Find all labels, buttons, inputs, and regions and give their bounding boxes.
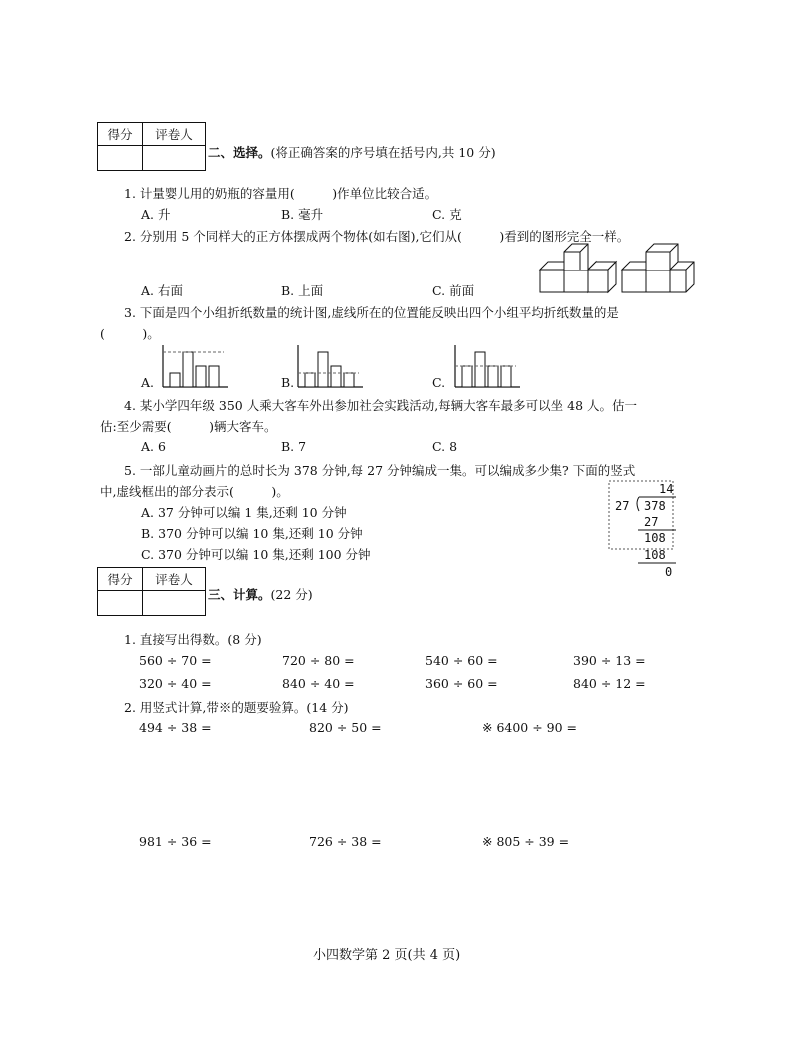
chart-b-bar-4: [344, 373, 354, 387]
section2-heading: [208, 143, 496, 161]
q3-chart-c: [452, 342, 522, 390]
q3-option-c[interactable]: C.: [432, 375, 446, 390]
section2-title: 二、选择。: [208, 145, 271, 160]
chart-c-bar-2: [475, 352, 485, 387]
q5-stem-line2: 中,虚线框出的部分表示( )。: [100, 484, 289, 499]
section3-heading: [208, 585, 313, 603]
page-footer: 小四数学第 2 页(共 4 页): [313, 948, 461, 963]
calc-item[interactable]: 840 ÷ 12 =: [573, 676, 646, 691]
vertical-calc-item[interactable]: ※ 805 ÷ 39 =: [482, 834, 570, 849]
q4-option-b[interactable]: B. 7: [281, 439, 307, 454]
score-box-section3: [97, 567, 206, 616]
grader-label: 评卷人: [143, 123, 206, 146]
q3-chart-a: [160, 342, 230, 390]
vertical-calc-item[interactable]: ※ 6400 ÷ 90 =: [482, 720, 578, 735]
q5-option-b[interactable]: B. 370 分钟可以编 10 集,还剩 10 分钟: [141, 526, 363, 541]
score-cell[interactable]: [98, 591, 143, 616]
q4-stem-line1: 4. 某小学四年级 350 人乘大客车外出参加社会实践活动,每辆大客车最多可以坐 48 人。估一: [124, 398, 638, 413]
score-label: 得分: [98, 123, 143, 146]
q4-option-c[interactable]: C. 8: [432, 439, 458, 454]
vertical-calc-item[interactable]: 820 ÷ 50 =: [309, 720, 382, 735]
remainder1: 108: [644, 531, 666, 545]
step1: 27: [644, 515, 659, 529]
dividend: 378: [644, 499, 666, 513]
calc-item[interactable]: 720 ÷ 80 =: [282, 653, 355, 668]
chart-b-bar-2: [318, 352, 328, 387]
quotient: 14: [659, 482, 674, 496]
vertical-calc-item[interactable]: 494 ÷ 38 =: [139, 720, 212, 735]
chart-a-bar-4: [209, 366, 219, 387]
cube-figures: [530, 240, 700, 298]
calc-item[interactable]: 390 ÷ 13 =: [573, 653, 646, 668]
chart-b-bar-1: [305, 373, 315, 387]
q2-option-c[interactable]: C. 前面: [432, 283, 475, 298]
chart-a-bar-2: [183, 352, 193, 387]
divisor: 27: [615, 499, 630, 513]
vertical-calc-item[interactable]: 726 ÷ 38 =: [309, 834, 382, 849]
q2-option-a[interactable]: A. 右面: [141, 283, 183, 298]
q4-stem-line2: 估:至少需要( )辆大客车。: [100, 419, 277, 434]
q1-option-c[interactable]: C. 克: [432, 207, 462, 222]
chart-a-bar-1: [170, 373, 180, 387]
calc-item[interactable]: 360 ÷ 60 =: [425, 676, 498, 691]
step2: 108: [644, 548, 666, 562]
chart-c-bar-3: [488, 366, 498, 387]
grader-cell[interactable]: [143, 146, 206, 171]
q5-stem-line1: 5. 一部儿童动画片的总时长为 378 分钟,每 27 分钟编成一集。可以编成多少集? 下面的竖式: [124, 463, 636, 478]
q2-option-b[interactable]: B. 上面: [281, 283, 324, 298]
score-label: 得分: [98, 568, 143, 591]
calc-q2-stem: 2. 用竖式计算,带※的题要验算。(14 分): [124, 700, 349, 715]
vertical-calc-item[interactable]: 981 ÷ 36 =: [139, 834, 212, 849]
remainder2: 0: [665, 565, 673, 579]
chart-c-bar-1: [462, 366, 472, 387]
calc-item[interactable]: 540 ÷ 60 =: [425, 653, 498, 668]
long-division: [608, 480, 678, 580]
q1-option-a[interactable]: A. 升: [141, 207, 171, 222]
calc-item[interactable]: 560 ÷ 70 =: [139, 653, 212, 668]
score-cell[interactable]: [98, 146, 143, 171]
calc-item[interactable]: 320 ÷ 40 =: [139, 676, 212, 691]
section3-note: (22 分): [270, 587, 313, 602]
q3-chart-b: [295, 342, 365, 390]
q3-option-b[interactable]: B.: [281, 375, 295, 390]
calc-q1-stem: 1. 直接写出得数。(8 分): [124, 632, 262, 647]
q5-option-a[interactable]: A. 37 分钟可以编 1 集,还剩 10 分钟: [141, 505, 347, 520]
q3-stem-line1: 3. 下面是四个小组折纸数量的统计图,虚线所在的位置能反映出四个小组平均折纸数量的是: [124, 305, 619, 320]
section2-note: (将正确答案的序号填在括号内,共 10 分): [270, 145, 496, 160]
q2-stem: 2. 分别用 5 个同样大的正方体摆成两个物体(如右图),它们从( )看到的图形完全一样。: [124, 229, 630, 244]
q1-stem: 1. 计量婴儿用的奶瓶的容量用( )作单位比较合适。: [124, 186, 438, 201]
grader-label: 评卷人: [143, 568, 206, 591]
chart-a-bar-3: [196, 366, 206, 387]
q1-option-b[interactable]: B. 毫升: [281, 207, 324, 222]
grader-cell[interactable]: [143, 591, 206, 616]
score-box-section2: [97, 122, 206, 171]
q4-option-a[interactable]: A. 6: [141, 439, 166, 454]
calc-item[interactable]: 840 ÷ 40 =: [282, 676, 355, 691]
section3-title: 三、计算。: [208, 587, 271, 602]
chart-c-bar-4: [501, 366, 511, 387]
q5-option-c[interactable]: C. 370 分钟可以编 10 集,还剩 100 分钟: [141, 547, 371, 562]
chart-b-bar-3: [331, 366, 341, 387]
q3-option-a[interactable]: A.: [141, 375, 155, 390]
q3-stem-line2: ( )。: [100, 326, 160, 341]
